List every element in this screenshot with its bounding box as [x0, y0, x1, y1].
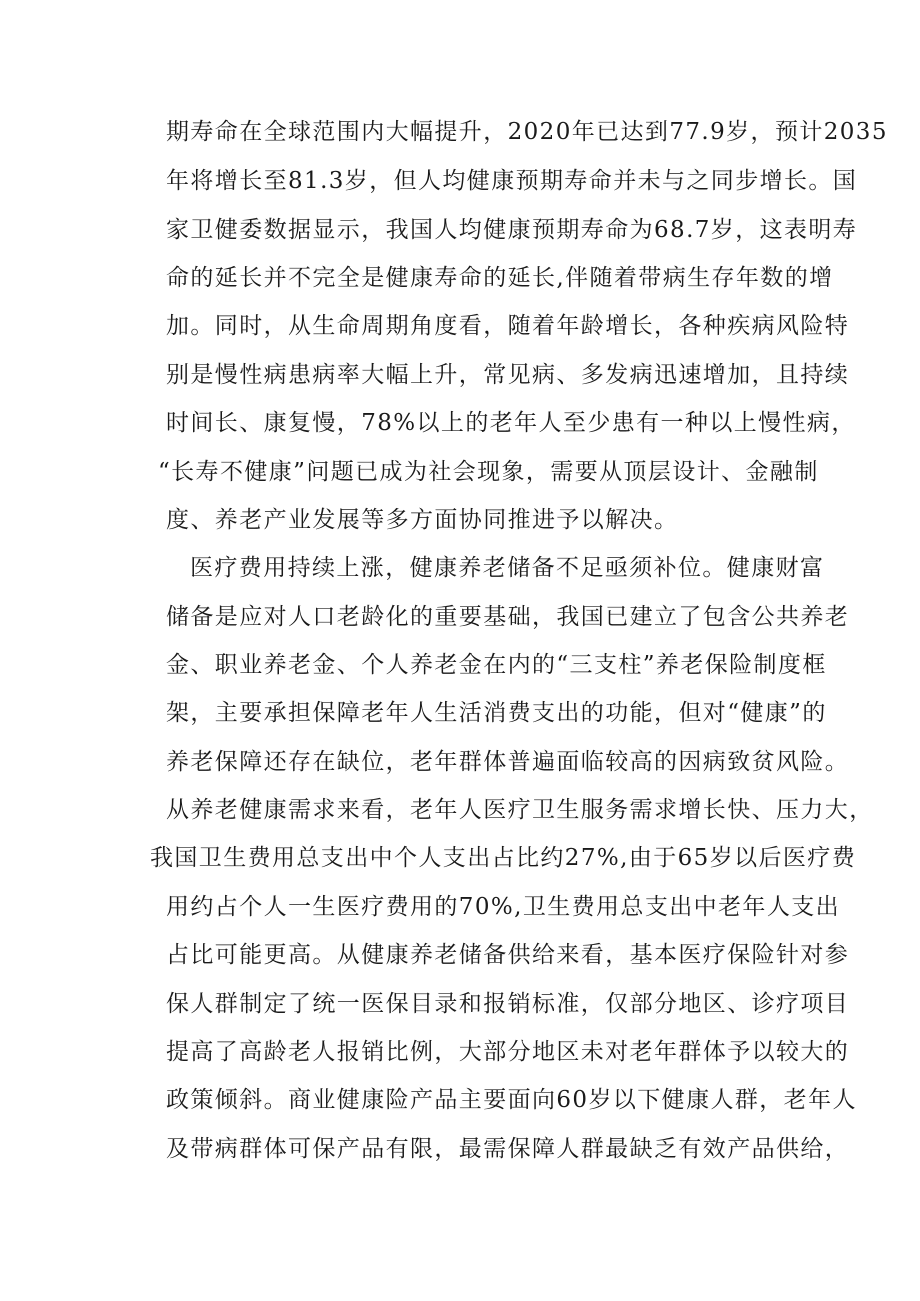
text-line: 储备是应对人口老龄化的重要基础，我国已建立了包含公共养老 [166, 604, 850, 630]
text-line: “长寿不健康”问题已成为社会现象，需要从顶层设计、金融制 [158, 459, 819, 485]
text-line: 家卫健委数据显示，我国人均健康预期寿命为68.7岁，这表明寿 [166, 217, 858, 243]
text-line: 养老保障还存在缺位，老年群体普遍面临较高的因病致贫风险。 [166, 749, 850, 775]
text-line: 政策倾斜。商业健康险产品主要面向60岁以下健康人群，老年人 [166, 1087, 857, 1113]
text-line: 架，主要承担保障老年人生活消费支出的功能，但对“健康”的 [166, 700, 827, 726]
paragraph-start-line: 医疗费用持续上涨，健康养老储备不足亟须补位。健康财富 [190, 555, 825, 581]
text-line: 加。同时，从生命周期角度看，随着年龄增长，各种疾病风险特 [166, 313, 850, 339]
text-line: 及带病群体可保产品有限，最需保障人群最缺乏有效产品供给， [166, 1136, 850, 1162]
text-line: 我国卫生费用总支出中个人支出占比约27%,由于65岁以后医疗费 [150, 845, 857, 871]
text-line: 从养老健康需求来看，老年人医疗卫生服务需求增长快、压力大， [166, 797, 874, 823]
text-line: 金、职业养老金、个人养老金在内的“三支柱”养老保险制度框 [166, 652, 827, 678]
text-line: 占比可能更高。从健康养老储备供给来看，基本医疗保险针对参 [166, 942, 850, 968]
text-line: 年将增长至81.3岁，但人均健康预期寿命并未与之同步增长。国 [166, 168, 858, 194]
text-line: 期寿命在全球范围内大幅提升，2020年已达到77.9岁，预计2035 [166, 119, 888, 145]
text-line: 保人群制定了统一医保目录和报销标准，仅部分地区、诊疗项目 [166, 991, 850, 1017]
text-line: 时间长、康复慢，78%以上的老年人至少患有一种以上慢性病， [166, 410, 856, 436]
text-line: 用约占个人一生医疗费用的70%,卫生费用总支出中老年人支出 [166, 894, 841, 920]
text-line: 提高了高龄老人报销比例，大部分地区未对老年群体予以较大的 [166, 1039, 850, 1065]
text-line: 别是慢性病患病率大幅上升，常见病、多发病迅速增加，且持续 [166, 362, 850, 388]
text-line: 度、养老产业发展等多方面协同推进予以解决。 [166, 507, 679, 533]
text-line: 命的延长并不完全是健康寿命的延长,伴随着带病生存年数的增 [166, 265, 834, 291]
